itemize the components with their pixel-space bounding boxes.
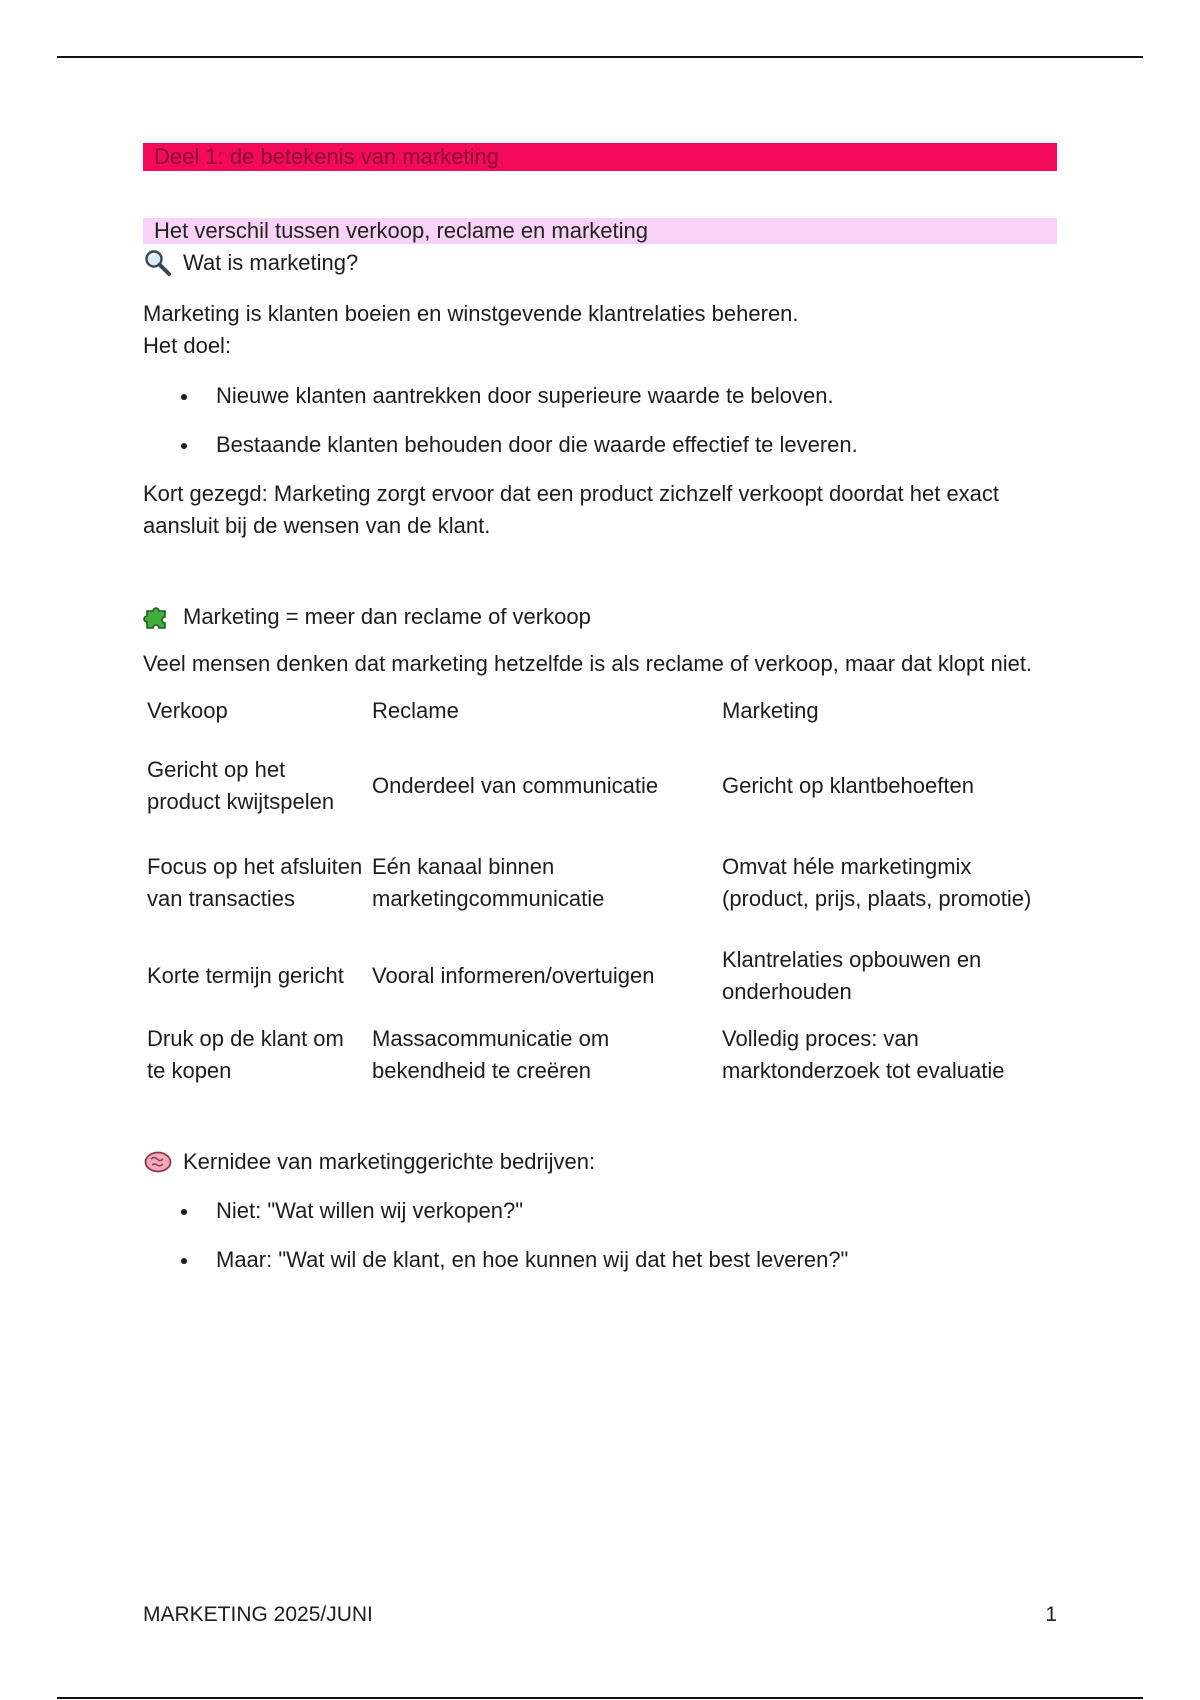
puzzle-icon (143, 602, 173, 632)
column-header: Marketing (722, 698, 819, 723)
more-than-heading (143, 602, 1057, 632)
summary-paragraph: Kort gezegd: Marketing zorgt ervoor dat een product zichzelf verkoopt doordat het exact aansluit bij de wensen van de klant. (143, 481, 1000, 538)
table-row (143, 1015, 1057, 1095)
column-header: Verkoop (147, 698, 228, 723)
definition-line: Marketing is klanten boeien en winstgevende klantrelaties beheren. (143, 301, 799, 326)
table-cell: Korte termijn gericht (147, 963, 344, 988)
table-row (143, 743, 1057, 829)
list-item: Nieuwe klanten aantrekken door superieure waarde te beloven. (143, 380, 1057, 412)
list-item: Maar: "Wat wil de klant, en hoe kunnen wij dat het best leveren?" (143, 1244, 1057, 1276)
table-cell: Volledig proces: van marktonderzoek tot evaluatie (722, 1026, 1005, 1083)
column-header: Reclame (372, 698, 459, 723)
footer-title: MARKETING 2025/JUNI (143, 1603, 373, 1626)
core-idea-heading (143, 1147, 1057, 1177)
magnifying-glass-icon (143, 248, 173, 278)
table-cell: Gericht op het product kwijtspelen (147, 757, 335, 814)
table-cell: Druk op de klant om te kopen (147, 1026, 344, 1083)
intro-paragraph: Veel mensen denken dat marketing hetzelfde is als reclame of verkoop, maar dat klopt niet. (143, 651, 1033, 676)
table-cell: Eén kanaal binnen marketingcommunicatie (372, 854, 605, 911)
what-is-heading-text: Wat is marketing? (183, 250, 359, 275)
brain-icon (143, 1147, 173, 1177)
more-than-heading-text: Marketing = meer dan reclame of verkoop (183, 604, 591, 629)
table-header-row (143, 695, 1057, 743)
table-cell: Massacommunicatie om bekendheid te creëren (372, 1026, 610, 1083)
table-cell: Gericht op klantbehoeften (722, 773, 974, 798)
subsection-title: Het verschil tussen verkoop, reclame en marketing (143, 218, 1057, 244)
table-cell: Omvat héle marketingmix (product, prijs, plaats, promotie) (722, 854, 1032, 911)
table-row (143, 829, 1057, 937)
part-title: Deel 1: de betekenis van marketing (143, 143, 1057, 171)
list-item: Niet: "Wat willen wij verkopen?" (143, 1195, 1057, 1227)
page-number: 1 (1045, 1603, 1057, 1626)
list-item: Bestaande klanten behouden door die waarde effectief te leveren. (143, 429, 1057, 461)
core-idea-list (143, 1195, 1057, 1276)
core-idea-heading-text: Kernidee van marketinggerichte bedrijven: (183, 1149, 596, 1174)
table-cell: Onderdeel van communicatie (372, 773, 659, 798)
table-cell: Vooral informeren/overtuigen (372, 963, 655, 988)
bottom-rule (57, 1697, 1143, 1699)
comparison-table (143, 695, 1057, 1095)
top-rule (57, 56, 1143, 58)
page-content (143, 143, 1057, 1293)
what-is-heading (143, 248, 1057, 278)
table-row (143, 937, 1057, 1015)
goal-label: Het doel: (143, 333, 232, 358)
table-cell: Focus op het afsluiten van transacties (147, 854, 363, 911)
table-cell: Klantrelaties opbouwen en onderhouden (722, 947, 982, 1004)
goal-list (143, 380, 1057, 461)
